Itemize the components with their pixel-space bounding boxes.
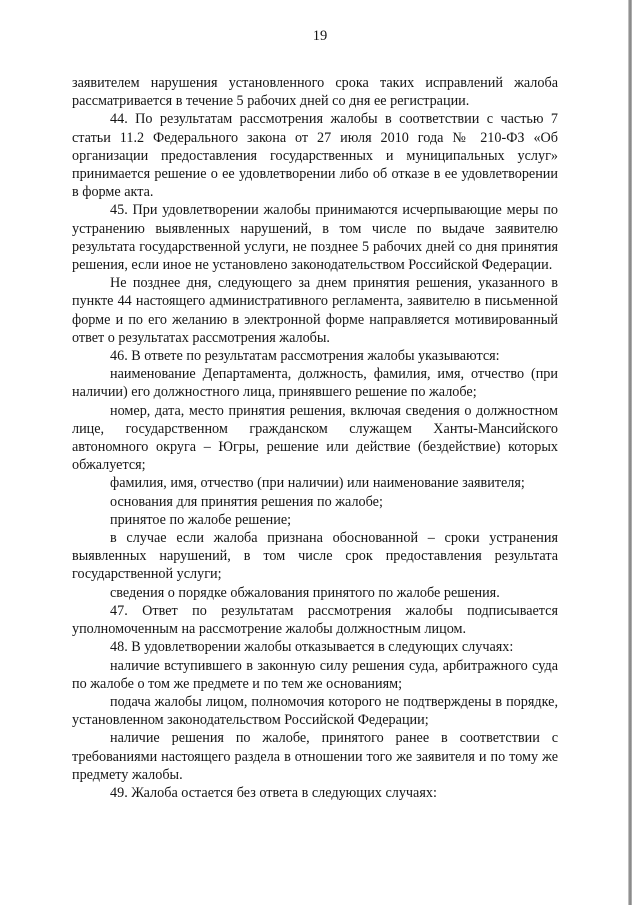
- paragraph: 49. Жалоба остается без ответа в следующих случаях:: [110, 784, 437, 801]
- paragraph: наличие вступившего в законную силу решения суда, арбитражного суда по жалобе о том же предмете и по тем же основаниям;: [72, 657, 558, 692]
- paragraph: фамилия, имя, отчество (при наличии) или наименование заявителя;: [110, 475, 525, 492]
- paragraph: сведения о порядке обжалования принятого по жалобе решения.: [110, 584, 500, 601]
- paragraph: 45. При удовлетворении жалобы принимаются исчерпывающие меры по устранению выявленных нарушений, в том числе по выдаче заявителю результата государственной услуги, не позднее 5 рабочих дней со дня принятия решения, если иное не установлено законодательством Российской Федерации.: [72, 202, 558, 274]
- paragraph: 48. В удовлетворении жалобы отказывается в следующих случаях:: [110, 639, 514, 656]
- paragraph: в случае если жалоба признана обоснованной – сроки устранения выявленных нарушений, в том числе срок предоставления результата государственной услуги;: [72, 530, 558, 583]
- paragraph: подача жалобы лицом, полномочия которого не подтверждены в порядке, установленном законодательством Российской Федерации;: [72, 693, 558, 729]
- document-body: [72, 74, 558, 802]
- paragraph: 44. По результатам рассмотрения жалобы в соответствии с частью 7 статьи 11.2 Федерального закона от 27 июля 2010 года № 210-ФЗ «Об организации предоставления государственных и муниципальных услуг» принимается решение о ее удовлетворении либо об отказе в ее удовлетворении в форме акта.: [72, 111, 558, 201]
- paragraph: заявителем нарушения установленного срока таких исправлений жалоба рассматривается в течение 5 рабочих дней со дня ее регистрации.: [72, 75, 558, 110]
- page-number: 19: [312, 28, 328, 44]
- paragraph: Не позднее дня, следующего за днем принятия решения, указанного в пункте 44 настоящего административного регламента, заявителю в письменной форме и по его желанию в электронной форме направляется мотивированный ответ о результатах рассмотрения жалобы.: [72, 275, 558, 346]
- paragraph: 47. Ответ по результатам рассмотрения жалобы подписывается уполномоченным на рассмотрение жалобы должностным лицом.: [72, 602, 558, 638]
- paragraph: 46. В ответе по результатам рассмотрения жалобы указываются:: [110, 348, 500, 365]
- paragraph: основания для принятия решения по жалобе;: [110, 493, 383, 510]
- paragraph: наличие решения по жалобе, принятого ранее в соответствии с требованиями настоящего раздела в отношении того же заявителя и по тому же предмету жалобы.: [72, 730, 558, 783]
- scan-edge: [628, 0, 632, 905]
- paragraph: принятое по жалобе решение;: [110, 511, 292, 528]
- paragraph: номер, дата, место принятия решения, включая сведения о должностном лице, государственном гражданском служащем Ханты-Мансийского автономного округа – Югры, решение или действие (бездействие) которых обжалуется;: [72, 402, 558, 474]
- paragraph: наименование Департамента, должность, фамилия, имя, отчество (при наличии) его должностного лица, принявшего решение по жалобе;: [72, 366, 558, 401]
